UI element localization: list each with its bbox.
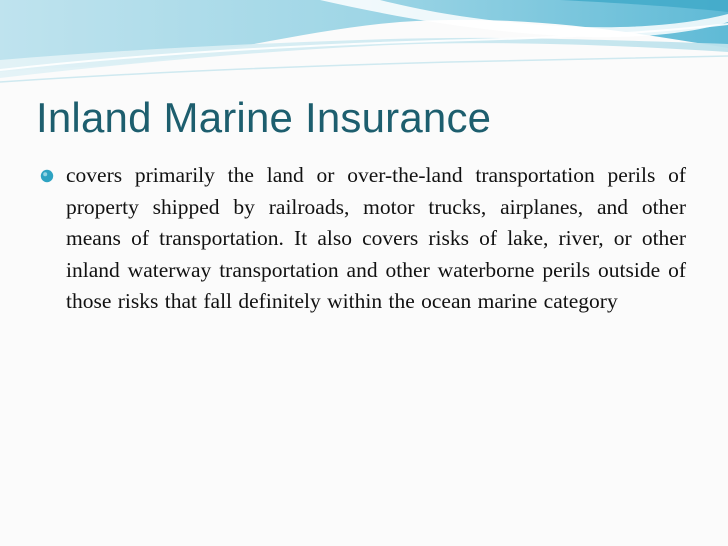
bullet-list xyxy=(40,160,686,318)
bullet-text: covers primarily the land or over-the-land transportation perils of property shipped by railroads, motor trucks, airplanes, and other means of transportation. It also covers risks of lake, river, or other inland waterway transportation and other waterborne perils outside of those risks that fall definitely within the ocean marine category xyxy=(66,163,686,313)
slide-title: Inland Marine Insurance xyxy=(36,94,492,141)
bullet-icon xyxy=(40,160,66,191)
bullet-item xyxy=(40,160,686,318)
wave-header-decoration xyxy=(0,0,728,90)
